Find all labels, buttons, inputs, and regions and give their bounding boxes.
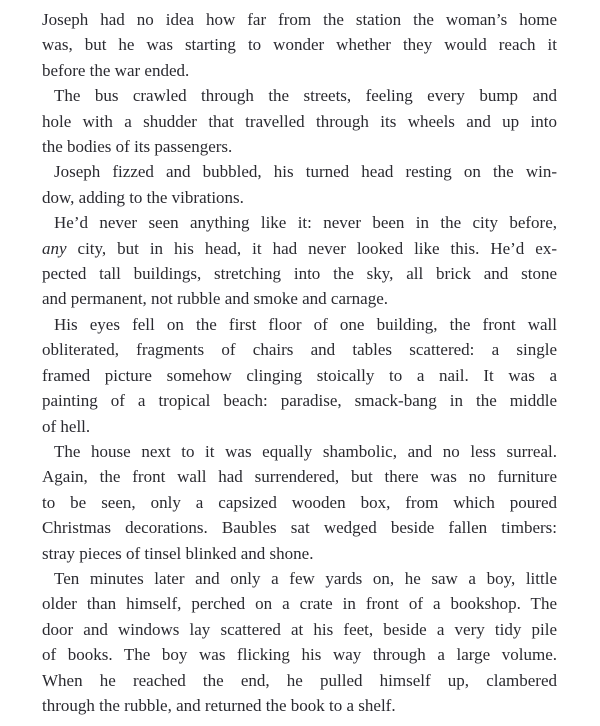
text-line xyxy=(42,668,557,693)
text-line xyxy=(42,7,557,32)
text-line xyxy=(42,515,557,540)
text-line xyxy=(42,337,557,362)
text-line xyxy=(42,134,557,159)
text-line xyxy=(42,261,557,286)
text-line xyxy=(42,642,557,667)
text-segment: Joseph had no idea how far from the station the woman’s home xyxy=(42,10,557,29)
text-line xyxy=(42,363,557,388)
text-segment: He’d never seen anything like it: never been in the city before, xyxy=(54,213,557,233)
text-segment: through the rubble, and returned the book to a shelf. xyxy=(42,695,396,715)
page-text xyxy=(42,7,557,718)
text-segment: to be seen, only a capsized wooden box, from which poured xyxy=(42,492,557,512)
text-segment: When he reached the end, he pulled himself up, clambered xyxy=(42,670,557,690)
paragraph xyxy=(42,566,557,718)
text-line xyxy=(42,591,557,616)
text-line xyxy=(42,693,557,718)
text-segment: before the war ended. xyxy=(42,60,190,80)
text-line xyxy=(42,541,557,566)
text-line xyxy=(42,58,557,83)
text-line xyxy=(42,464,557,489)
text-segment: obliterated, fragments of chairs and tables scattered: a single xyxy=(42,340,557,360)
text-line xyxy=(42,185,557,210)
text-line xyxy=(42,414,557,439)
text-segment: of books. The boy was flicking his way through a large volume. xyxy=(42,645,557,665)
paragraph xyxy=(42,439,557,566)
text-segment: Joseph fizzed and bubbled, his turned head resting on the win- xyxy=(54,162,557,182)
text-segment: of hell. xyxy=(42,416,91,436)
text-segment: door and windows lay scattered at his feet, beside a very tidy pile xyxy=(42,619,557,639)
text-segment: His eyes fell on the first floor of one building, the front wall xyxy=(54,314,557,334)
text-segment: the bodies of its passengers. xyxy=(42,137,233,157)
italic-text-segment: any xyxy=(42,238,67,258)
text-line xyxy=(42,236,557,261)
text-segment: framed picture somehow clinging stoically to a nail. It was a xyxy=(42,365,557,385)
text-line xyxy=(42,32,557,57)
text-line xyxy=(42,83,557,108)
text-segment: pected tall buildings, stretching into the sky, all brick and stone xyxy=(42,264,557,284)
text-segment: Again, the front wall had surrendered, but there was no furniture xyxy=(42,467,557,487)
text-segment: and permanent, not rubble and smoke and carnage. xyxy=(42,289,389,309)
text-line xyxy=(42,312,557,337)
text-line xyxy=(42,286,557,311)
text-line xyxy=(42,439,557,464)
paragraph xyxy=(42,83,557,159)
text-line xyxy=(42,159,557,184)
text-segment: hole with a shudder that travelled through its wheels and up into xyxy=(42,111,557,131)
text-segment: older than himself, perched on a crate in front of a bookshop. The xyxy=(42,594,557,614)
text-segment: Ten minutes later and only a few yards on, he saw a boy, little xyxy=(54,568,557,588)
text-line xyxy=(42,566,557,591)
text-segment: city, but in his head, it had never looked like this. He’d ex- xyxy=(66,238,557,258)
paragraph xyxy=(42,159,557,210)
text-line xyxy=(42,617,557,642)
text-segment: Christmas decorations. Baubles sat wedged beside fallen timbers: xyxy=(42,518,557,538)
text-line xyxy=(42,490,557,515)
paragraph xyxy=(42,312,557,439)
text-segment: was, but he was starting to wonder whether they would reach it xyxy=(42,35,557,55)
text-segment: The bus crawled through the streets, feeling every bump and xyxy=(54,86,557,106)
text-line xyxy=(42,388,557,413)
text-line xyxy=(42,109,557,134)
text-segment: painting of a tropical beach: paradise, smack-bang in the middle xyxy=(42,391,557,411)
text-segment: stray pieces of tinsel blinked and shone. xyxy=(42,543,314,563)
paragraph xyxy=(42,7,557,83)
paragraph xyxy=(42,210,557,312)
text-segment: dow, adding to the vibrations. xyxy=(42,187,244,207)
text-line xyxy=(42,210,557,235)
text-segment: The house next to it was equally shambolic, and no less surreal. xyxy=(54,441,557,461)
